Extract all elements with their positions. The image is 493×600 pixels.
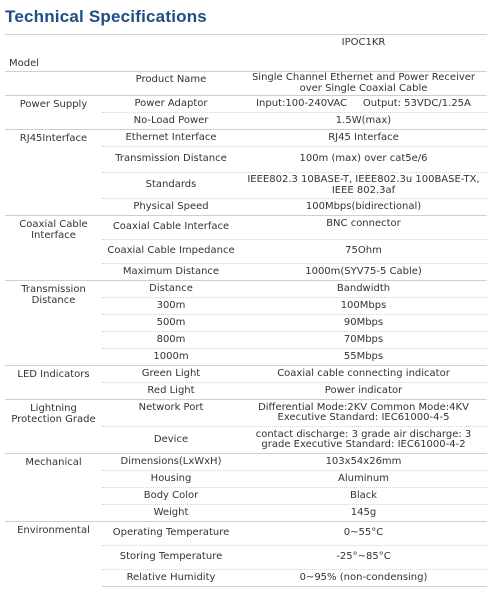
spec-value: contact discharge: 3 grade air discharge: 3 grade Executive Standard: IEC61000-4-2: [240, 427, 487, 454]
section-category: Transmission Distance: [5, 281, 102, 366]
spec-value: Aluminum: [240, 471, 487, 488]
spec-item: Housing: [102, 471, 240, 488]
spec-item: Ethernet Interface: [102, 130, 240, 147]
spec-item: Operating Temperature: [102, 522, 240, 546]
page-title: Technical Specifications: [5, 7, 207, 26]
section-category: Power Supply: [5, 96, 102, 130]
spec-value: -25°~85°C: [240, 546, 487, 570]
spec-row: [5, 96, 487, 113]
spec-value: IEEE802.3 10BASE-T, IEEE802.3u 100BASE-TX, IEEE 802.3af: [240, 173, 487, 199]
spec-row: [5, 366, 487, 383]
spec-value: Power indicator: [240, 383, 487, 400]
spec-item: Standards: [102, 173, 240, 199]
section-category: RJ45Interface: [5, 130, 102, 216]
spec-row: [5, 281, 487, 298]
spec-value: 100Mbps(bidirectional): [240, 199, 487, 216]
spec-table: [5, 34, 487, 587]
spec-item: Body Color: [102, 488, 240, 505]
spec-row: [5, 454, 487, 471]
spec-item: Coaxial Cable Impedance: [102, 240, 240, 264]
spec-item: 300m: [102, 298, 240, 315]
spec-value: 0~55°C: [240, 522, 487, 546]
spec-item: Product Name: [102, 72, 240, 96]
spec-value: 1.5W(max): [240, 113, 487, 130]
spec-value: Differential Mode:2KV Common Mode:4KV Executive Standard: IEC61000-4-5: [240, 400, 487, 427]
spec-item: 800m: [102, 332, 240, 349]
spec-item: Relative Humidity: [102, 570, 240, 587]
section-category: [5, 72, 102, 96]
spec-item: Storing Temperature: [102, 546, 240, 570]
spec-item: Red Light: [102, 383, 240, 400]
spec-item: Device: [102, 427, 240, 454]
section-category: Environmental: [5, 522, 102, 587]
spec-item: 1000m: [102, 349, 240, 366]
spec-item: Transmission Distance: [102, 147, 240, 173]
spec-row: [5, 216, 487, 240]
spec-value: RJ45 Interface: [240, 130, 487, 147]
spec-value: 70Mbps: [240, 332, 487, 349]
spec-value: 103x54x26mm: [240, 454, 487, 471]
spec-item: Green Light: [102, 366, 240, 383]
spec-value: Black: [240, 488, 487, 505]
model-label: Model: [5, 35, 102, 72]
spec-value: 55Mbps: [240, 349, 487, 366]
model-value: IPOC1KR: [240, 35, 487, 72]
spec-value: 90Mbps: [240, 315, 487, 332]
spec-value: 75Ohm: [240, 240, 487, 264]
spec-value: Bandwidth: [240, 281, 487, 298]
spec-item: No-Load Power: [102, 113, 240, 130]
spec-value: Single Channel Ethernet and Power Receiver over Single Coaxial Cable: [240, 72, 487, 96]
spec-item: Physical Speed: [102, 199, 240, 216]
spec-value: 0~95% (non-condensing): [240, 570, 487, 587]
section-category: Mechanical: [5, 454, 102, 522]
spec-row: [5, 72, 487, 96]
spec-item: Power Adaptor: [102, 96, 240, 113]
spec-value: Coaxial cable connecting indicator: [240, 366, 487, 383]
model-row: [5, 35, 487, 72]
spec-value: 100m (max) over cat5e/6: [240, 147, 487, 173]
spec-value: 100Mbps: [240, 298, 487, 315]
spec-item: Network Port: [102, 400, 240, 427]
spec-item: Distance: [102, 281, 240, 298]
section-category: Coaxial Cable Interface: [5, 216, 102, 281]
spec-value: 1000m(SYV75-5 Cable): [240, 264, 487, 281]
spec-item: 500m: [102, 315, 240, 332]
spec-row: [5, 400, 487, 427]
spec-value: 145g: [240, 505, 487, 522]
section-category: Lightning Protection Grade: [5, 400, 102, 454]
spec-item: Weight: [102, 505, 240, 522]
spec-row: [5, 130, 487, 147]
spec-item: Coaxial Cable Interface: [102, 216, 240, 240]
section-category: LED Indicators: [5, 366, 102, 400]
spec-value: Input:100-240VAC Output: 53VDC/1.25A: [240, 96, 487, 113]
spec-row: [5, 522, 487, 546]
spec-item: Dimensions(LxWxH): [102, 454, 240, 471]
spec-item: Maximum Distance: [102, 264, 240, 281]
spec-value: BNC connector: [240, 216, 487, 240]
